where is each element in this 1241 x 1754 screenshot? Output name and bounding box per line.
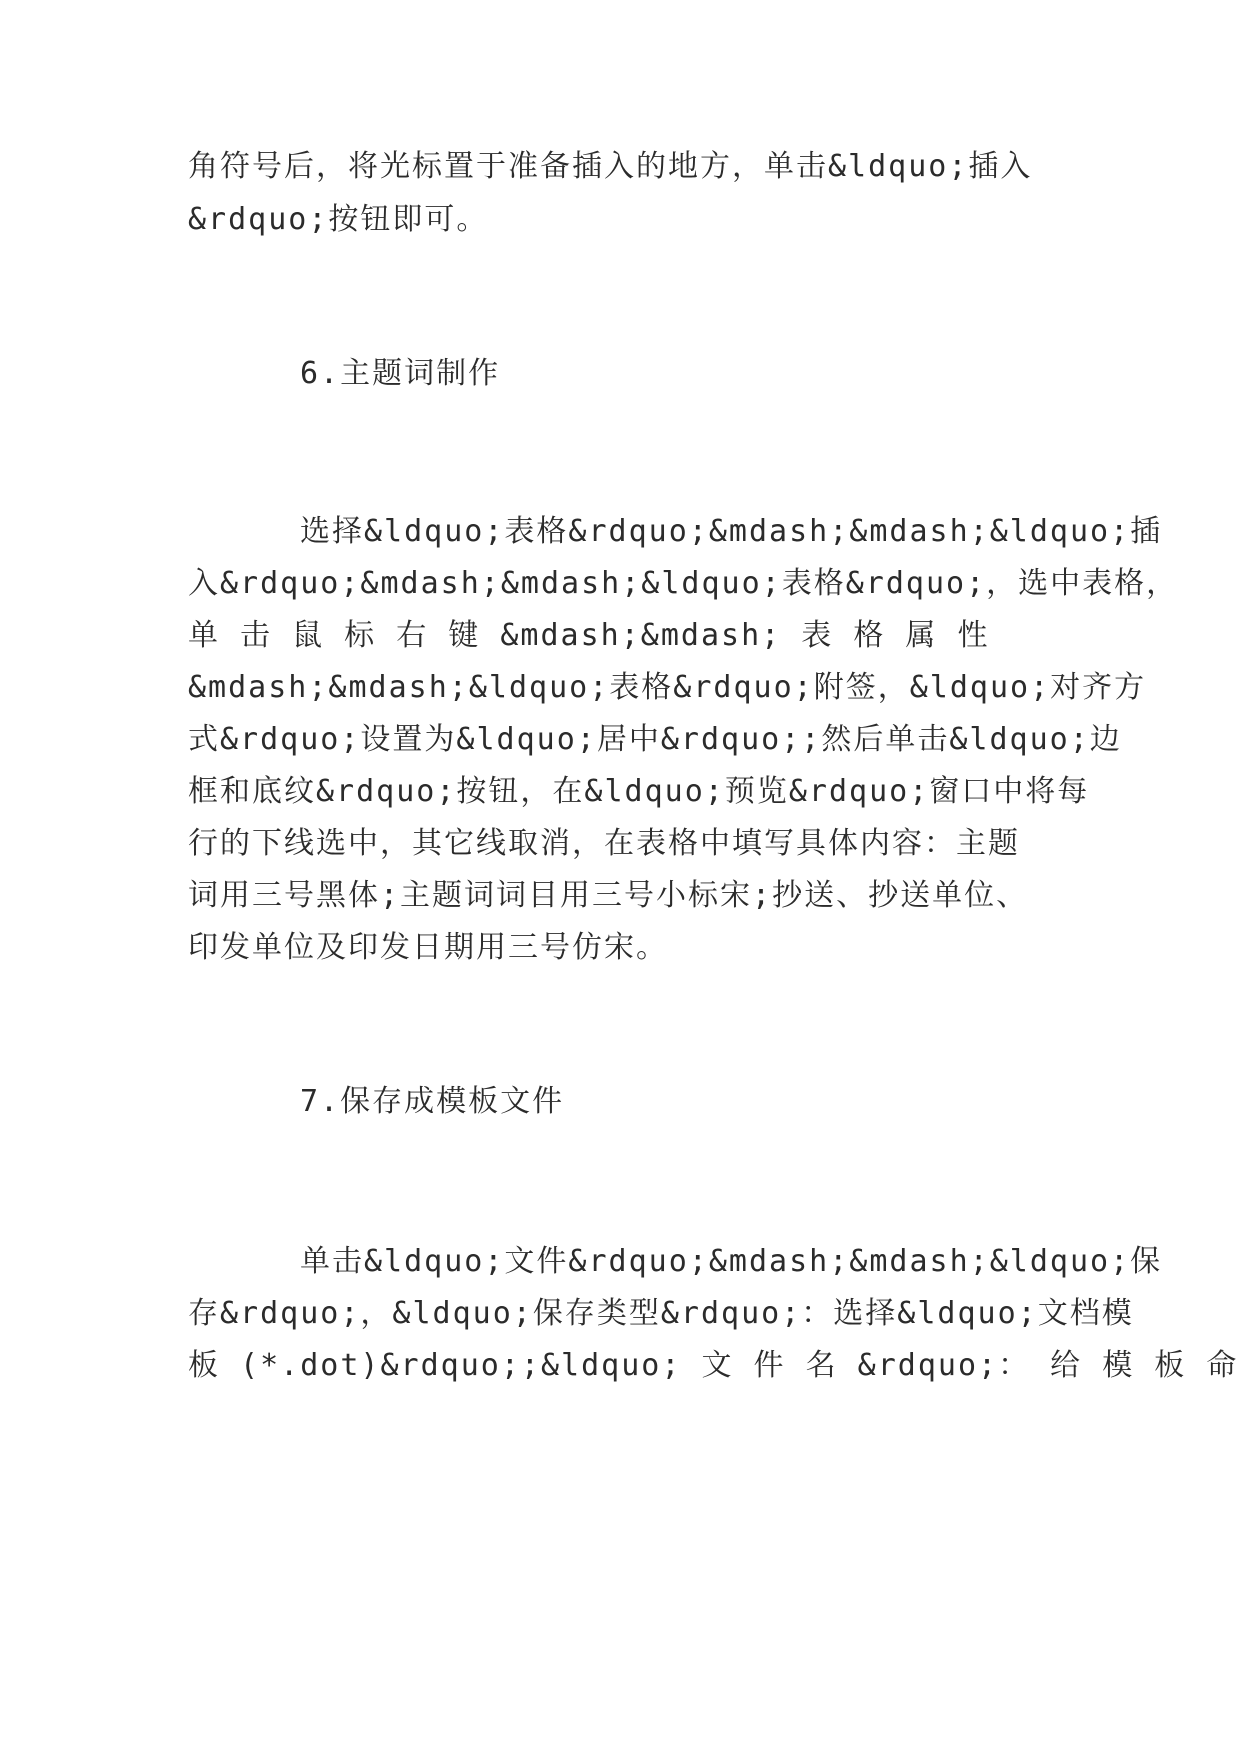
paragraph-line: 单击&ldquo;文件&rdquo;&mdash;&mdash;&ldquo;保 <box>300 1244 1163 1279</box>
paragraph-line: 框和底纹&rdquo;按钮，在&ldquo;预览&rdquo;窗口中将每 <box>188 774 1090 809</box>
paragraph-line: 板 (*.dot)&rdquo;;&ldquo; 文 件 名 &rdquo;： 给 模 板 命 <box>188 1348 1239 1383</box>
paragraph-line: &rdquo;按钮即可。 <box>188 202 489 237</box>
paragraph-line: 角符号后，将光标置于准备插入的地方，单击&ldquo;插入 <box>188 149 1033 184</box>
paragraph-line: 式&rdquo;设置为&ldquo;居中&rdquo;;然后单击&ldquo;边 <box>188 722 1122 757</box>
section-heading-6: 6.主题词制作 <box>300 356 501 391</box>
paragraph-line: 存&rdquo;，&ldquo;保存类型&rdquo;：选择&ldquo;文档模 <box>188 1296 1134 1331</box>
paragraph-line: &mdash;&mdash;&ldquo;表格&rdquo;附签，&ldquo;对齐方 <box>188 670 1147 705</box>
section-heading-7: 7.保存成模板文件 <box>300 1084 565 1119</box>
paragraph-line: 印发单位及印发日期用三号仿宋。 <box>188 930 668 965</box>
paragraph-line: 词用三号黑体;主题词词目用三号小标宋;抄送、抄送单位、 <box>188 878 1029 913</box>
paragraph-line: 选择&ldquo;表格&rdquo;&mdash;&mdash;&ldquo;插 <box>300 514 1163 549</box>
paragraph-line: 入&rdquo;&mdash;&mdash;&ldquo;表格&rdquo;，选中表格， <box>188 566 1179 601</box>
paragraph-line: 行的下线选中，其它线取消，在表格中填写具体内容：主题 <box>188 826 1020 861</box>
paragraph-line: 单 击 鼠 标 右 键 &mdash;&mdash; 表 格 属 性 <box>188 618 990 653</box>
